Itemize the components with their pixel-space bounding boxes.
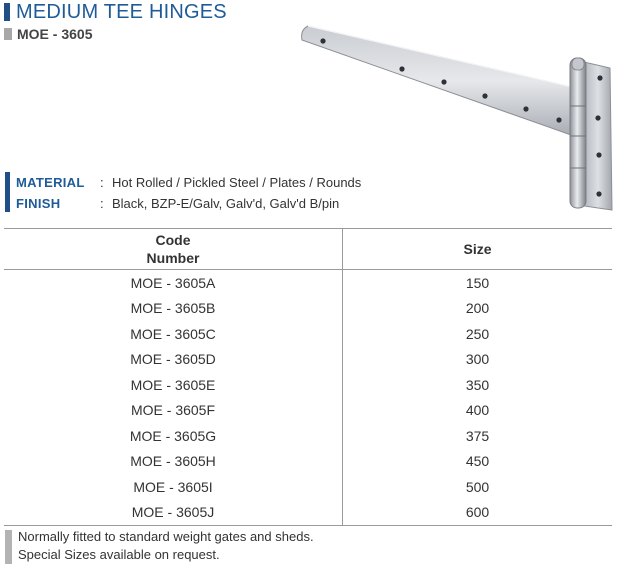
code-cell: MOE - 3605A <box>4 270 343 296</box>
code-cell: MOE - 3605D <box>4 347 343 373</box>
spec-accent-bar <box>5 172 10 212</box>
size-cell: 250 <box>465 325 490 342</box>
size-cell: 400 <box>465 402 490 419</box>
table-row <box>4 270 612 296</box>
finish-label: FINISH <box>16 195 61 211</box>
size-cell: 500 <box>465 478 490 495</box>
material-colon: : <box>100 174 104 190</box>
table-header-row <box>4 229 612 270</box>
size-cell: 300 <box>465 351 490 368</box>
table-row <box>4 372 612 398</box>
code-cell: MOE - 3605G <box>4 423 343 449</box>
material-value: Hot Rolled / Pickled Steel / Plates / Rounds <box>112 174 362 190</box>
note-line-2: Special Sizes available on request. <box>18 547 220 562</box>
code-header-line2: Number <box>146 250 200 266</box>
code-cell: MOE - 3605C <box>4 321 343 347</box>
table-row <box>4 398 612 424</box>
material-row <box>16 172 361 192</box>
product-code: MOE - 3605 <box>17 26 93 42</box>
code-number-header <box>4 229 343 270</box>
code-cell: MOE - 3605F <box>4 398 343 424</box>
subtitle-accent-bar <box>4 28 12 40</box>
code-cell: MOE - 3605J <box>4 500 343 526</box>
size-cell: 600 <box>343 500 613 526</box>
note-line-1: Normally fitted to standard weight gates and sheds. <box>18 529 314 544</box>
table-row <box>4 449 612 475</box>
size-cell: 150 <box>465 274 490 291</box>
product-table <box>4 228 612 526</box>
code-cell: MOE - 3605E <box>4 372 343 398</box>
size-cell: 200 <box>465 300 490 317</box>
finish-colon: : <box>100 195 104 211</box>
page-title: MEDIUM TEE HINGES <box>16 1 227 23</box>
size-header: Size <box>343 229 613 270</box>
code-cell: MOE - 3605I <box>4 474 343 500</box>
size-cell: 375 <box>465 427 490 444</box>
code-header-line1: Code <box>155 232 191 248</box>
title-accent-bar <box>4 3 10 21</box>
table-row <box>4 296 612 322</box>
size-cell: 350 <box>465 376 490 393</box>
code-cell: MOE - 3605H <box>4 449 343 475</box>
table-row <box>4 500 612 526</box>
finish-value: Black, BZP-E/Galv, Galv'd, Galv'd B/pin <box>112 195 340 211</box>
material-label: MATERIAL <box>16 174 85 190</box>
size-cell: 450 <box>465 453 490 470</box>
table-row <box>4 321 612 347</box>
table-row <box>4 474 612 500</box>
code-cell: MOE - 3605B <box>4 296 343 322</box>
table-row <box>4 347 612 373</box>
finish-row <box>16 193 339 213</box>
note-accent-bar <box>5 530 12 564</box>
table-row <box>4 423 612 449</box>
